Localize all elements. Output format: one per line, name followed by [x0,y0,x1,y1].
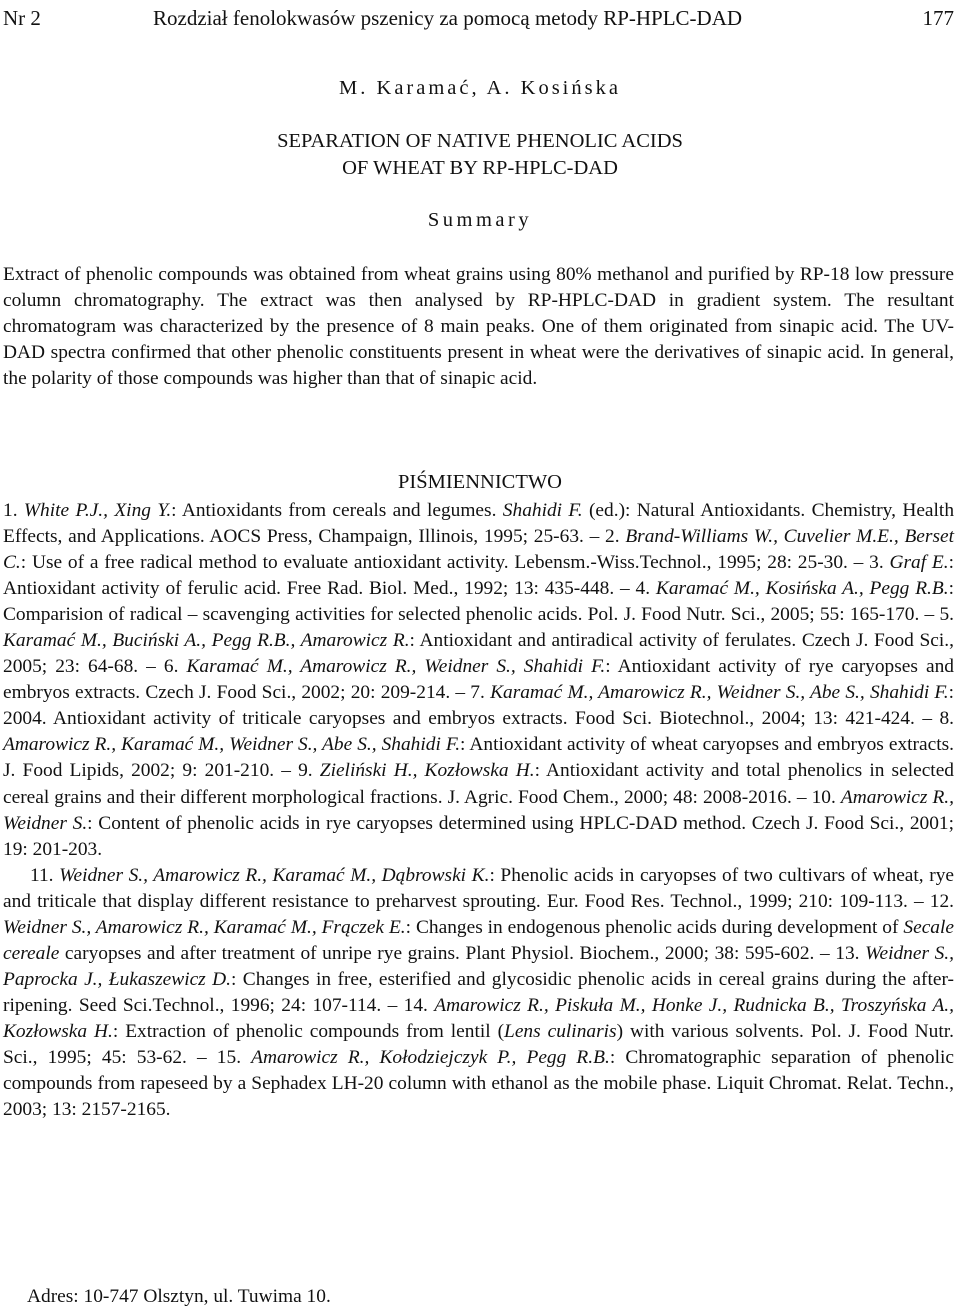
paper-title-line-1: SEPARATION OF NATIVE PHENOLIC ACIDS [277,130,683,152]
reference-run: : Phenolic acids in caryopses of two cultivars of wheat, rye and triticale that display different resistance to preharvest sprouting. Eur. Food Res. Technol., 1999; 210: 109-113. – 12. [3,864,954,912]
reference-run: 11. [30,864,60,886]
reference-run: : Chromatographic separation of phenolic compounds from rapeseed by a Sephadex LH-20 column with ethanol as the mobile phase. Liquit Chromat. Relat. Techn., 2003; 13: 2157-2165. [3,1046,954,1121]
reference-run: : Comparision of radical – scavenging activities for selected phenolic acids. Pol. J. Food Nutr. Sci., 2005; 55: 165-170. – 5. [3,578,954,626]
reference-run: : 2004. Antioxidant activity of triticale caryopses and embryos extracts. Food Sci. Biotechnol., 2004; 13: 421-424. – 8. [3,682,955,730]
reference-italic-run: Karamać M., Buciński A., Pegg R.B., Amarowicz R. [3,630,410,652]
running-title: Rozdział fenolokwasów pszenicy za pomocą metody RP-HPLC-DAD [153,6,743,30]
reference-italic-run: Amarowicz R., Weidner S. [3,786,954,834]
summary-text: Extract of phenolic compounds was obtained from wheat grains using 80% methanol and purified by RP-18 low pressure column chromatography. The extract was then analysed by RP-HPLC-DAD in gradient system. The resultant chromatogram was characterized by the presence of 8 main peaks. One of them originated from sinapic acid. The UV-DAD spectra confirmed that other phenolic constituents present in wheat were the derivatives of sinapic acid. In general, the polarity of those compounds was higher than that of sinapic acid. [3,264,954,390]
reference-run: : Antioxidant and antiradical activity of ferulates. Czech J. Food Sci., 2005; 23: 64-68. – 6. [3,630,954,678]
authors: M. Karamać, A. Kosińska [339,77,621,99]
reference-italic-run: Brand-Williams W., Cuvelier M.E., Berset C. [3,526,954,574]
reference-run: : Changes in endogenous phenolic acids during development of [405,916,904,938]
reference-run: : Content of phenolic acids in rye caryopses determined using HPLC-DAD method. Czech J. Food Sci., 2001; 19: 201-203. [3,812,954,860]
summary-heading: Summary [427,209,533,231]
reference-italic-run: Secale cereale [3,916,954,964]
references-heading: PIŚMIENNICTWO [398,471,562,493]
issue-number: Nr 2 [3,6,41,30]
reference-run: 1. [3,500,24,521]
reference-italic-run: Weidner S., Amarowicz R., Karamać M., Dąbrowski K. [59,864,490,886]
reference-italic-run: Karamać M., Kosińska A., Pegg R.B. [655,578,949,600]
reference-run: : Antioxidants from cereals and legumes. [171,500,503,521]
paper-title-line-2: OF WHEAT BY RP-HPLC-DAD [342,157,618,179]
reference-run: (ed.): Natural Antioxidants. Chemistry, Health Effects, and Applications. AOCS Press, Champaign, Illinois, 1995; 25-63. – 2. [3,500,955,548]
running-header [3,3,954,33]
reference-italic-run: Weidner S., Amarowicz R., Karamać M., Frączek E. [3,916,406,938]
reference-run: : Antioxidant activity and total phenolics in selected cereal grains and their different morphological fractions. J. Agric. Food Chem., 2000; 48: 2008-2016. – 10. [3,760,954,808]
reference-italic-run: Karamać M., Amarowicz R., Weidner S., Shahidi F. [186,656,606,678]
reference-run: : Antioxidant activity of wheat caryopses and embryos extracts. J. Food Lipids, 2002; 9: 201-210. – 9. [3,734,954,782]
reference-run: : Extraction of phenolic compounds from lentil ( [112,1020,505,1042]
reference-paragraph [3,498,954,863]
reference-run: : Changes in free, esterified and glycosidic phenolic acids in cereal grains during the after-ripening. Seed Sci.Technol., 1996; 24: 107-114. – 14. [3,968,954,1016]
reference-italic-run: Shahidi F. [502,500,583,521]
reference-run: : Antioxidant activity of rye caryopses and embryos extracts. Czech J. Food Sci., 2002; 20: 209-214. – 7. [3,656,954,704]
author-address: Adres: 10-747 Olsztyn, ul. Tuwima 10. [27,1286,331,1307]
reference-italic-run: Amarowicz R., Karamać M., Weidner S., Abe S., Shahidi F. [3,734,461,756]
page-number: 177 [922,6,954,30]
reference-italic-run: Zieliński H., Kozłowska H. [319,760,535,782]
reference-italic-run: Amarowicz R., Piskuła M., Honke J., Rudnicka B., Troszyńska A., Kozłowska H. [3,994,954,1042]
references-list [3,498,954,1123]
reference-run: ) with various solvents. Pol. J. Food Nutr. Sci., 1995; 45: 53-62. – 15. [3,1020,954,1068]
reference-italic-run: Lens culinaris [504,1020,617,1042]
reference-italic-run: Karamać M., Amarowicz R., Weidner S., Abe S., Shahidi F. [490,682,949,704]
reference-paragraph [3,863,954,1123]
reference-italic-run: Graf E. [889,552,949,574]
reference-italic-run: Amarowicz R., Kołodziejczyk P., Pegg R.B. [251,1046,610,1068]
reference-run: : Antioxidant activity of ferulic acid. Free Rad. Biol. Med., 1992; 13: 435-448. – 4. [3,552,954,600]
reference-run: : Use of a free radical method to evaluate antioxidant activity. Lebensm.-Wiss.Technol., 1995; 28: 25-30. – 3. [20,552,890,574]
reference-italic-run: White P.J., Xing Y. [23,500,172,521]
reference-italic-run: Weidner S., Paprocka J., Łukaszewicz D. [3,942,954,990]
reference-run: caryopses and after treatment of unripe rye grains. Plant Physiol. Biochem., 2000; 38: 595-602. – 13. [59,942,866,964]
